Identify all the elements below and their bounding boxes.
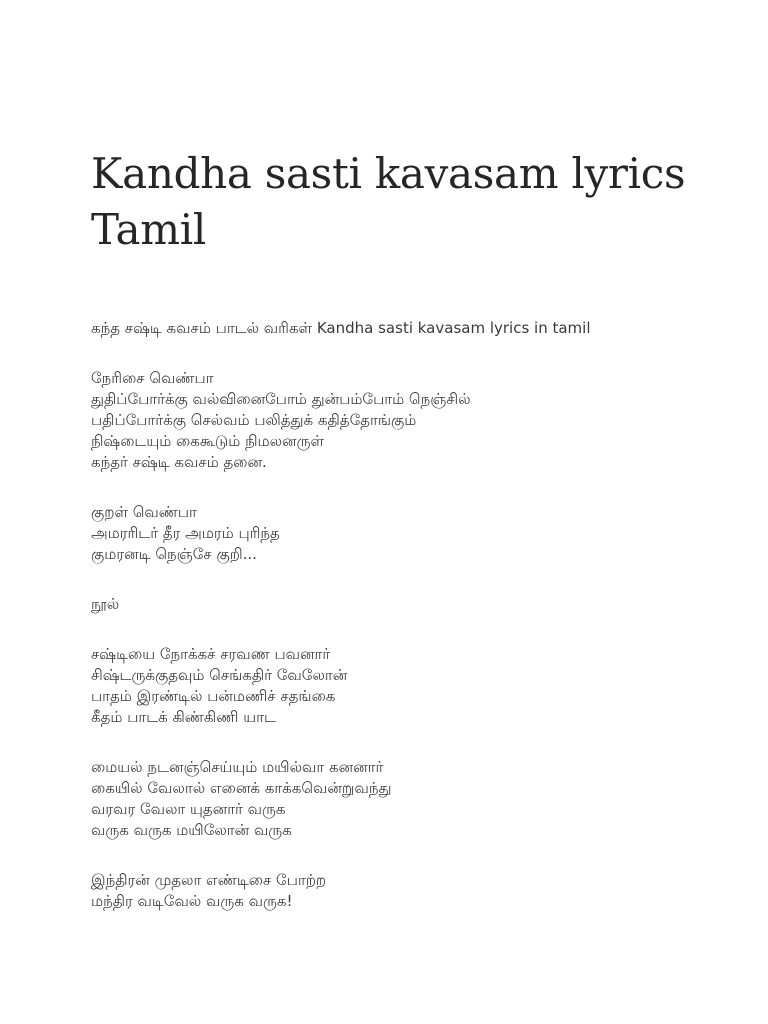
lyric-line: சிஷ்டருக்குதவும் செங்கதிர் வேலோன் xyxy=(91,666,348,684)
lyric-line: வருக வருக மயிலோன் வருக xyxy=(91,821,292,839)
lyrics-body xyxy=(91,318,731,941)
kural-venba-stanza xyxy=(91,502,731,565)
lyric-line: நிஷ்டையும் கைகூடும் நிமலனருள் xyxy=(91,432,325,450)
section-heading: நூல் xyxy=(91,595,120,613)
lyric-stanza xyxy=(91,644,731,728)
lyric-line: கீதம் பாடக் கிண்கிணி யாட xyxy=(91,708,276,726)
lyric-line: இந்திரன் முதலா எண்டிசை போற்ற xyxy=(91,871,327,889)
stanza-heading: நேரிசை வெண்பா xyxy=(91,369,214,387)
lyric-line: மந்திர வடிவேல் வருக வருக! xyxy=(91,892,293,910)
lyric-line: சஷ்டியை நோக்கச் சரவண பவனார் xyxy=(91,645,331,663)
lyric-line: வரவர வேலா யுதனார் வருக xyxy=(91,800,286,818)
lyric-stanza xyxy=(91,870,731,912)
intro-paragraph xyxy=(91,318,731,339)
nool-heading-paragraph xyxy=(91,594,731,615)
lyric-line: மையல் நடனஞ்செய்யும் மயில்வா கனனார் xyxy=(91,758,384,776)
lyric-line: அமரரிடர் தீர அமரம் புரிந்த xyxy=(91,524,280,542)
lyric-line: கையில் வேலால் எனைக் காக்கவென்றுவந்து xyxy=(91,779,392,797)
lyric-line: பதிப்போர்க்கு செல்வம் பலித்துக் கதித்தோங்கும் xyxy=(91,411,417,429)
lyric-line: குமரனடி நெஞ்சே குறி... xyxy=(91,545,257,563)
nerisai-venba-stanza xyxy=(91,368,731,473)
stanza-heading: குறள் வெண்பா xyxy=(91,503,197,521)
lyric-line: துதிப்போர்க்கு வல்வினைபோம் துன்பம்போம் நெஞ்சில் xyxy=(91,390,471,408)
lyric-line: கந்தர் சஷ்டி கவசம் தனை. xyxy=(91,453,267,471)
page-title: Kandha sasti kavasam lyrics Tamil xyxy=(91,149,686,254)
intro-line: கந்த சஷ்டி கவசம் பாடல் வரிகள் Kandha sasti kavasam lyrics in tamil xyxy=(91,319,591,337)
lyric-line: பாதம் இரண்டில் பன்மணிச் சதங்கை xyxy=(91,687,336,705)
lyric-stanza xyxy=(91,757,731,841)
